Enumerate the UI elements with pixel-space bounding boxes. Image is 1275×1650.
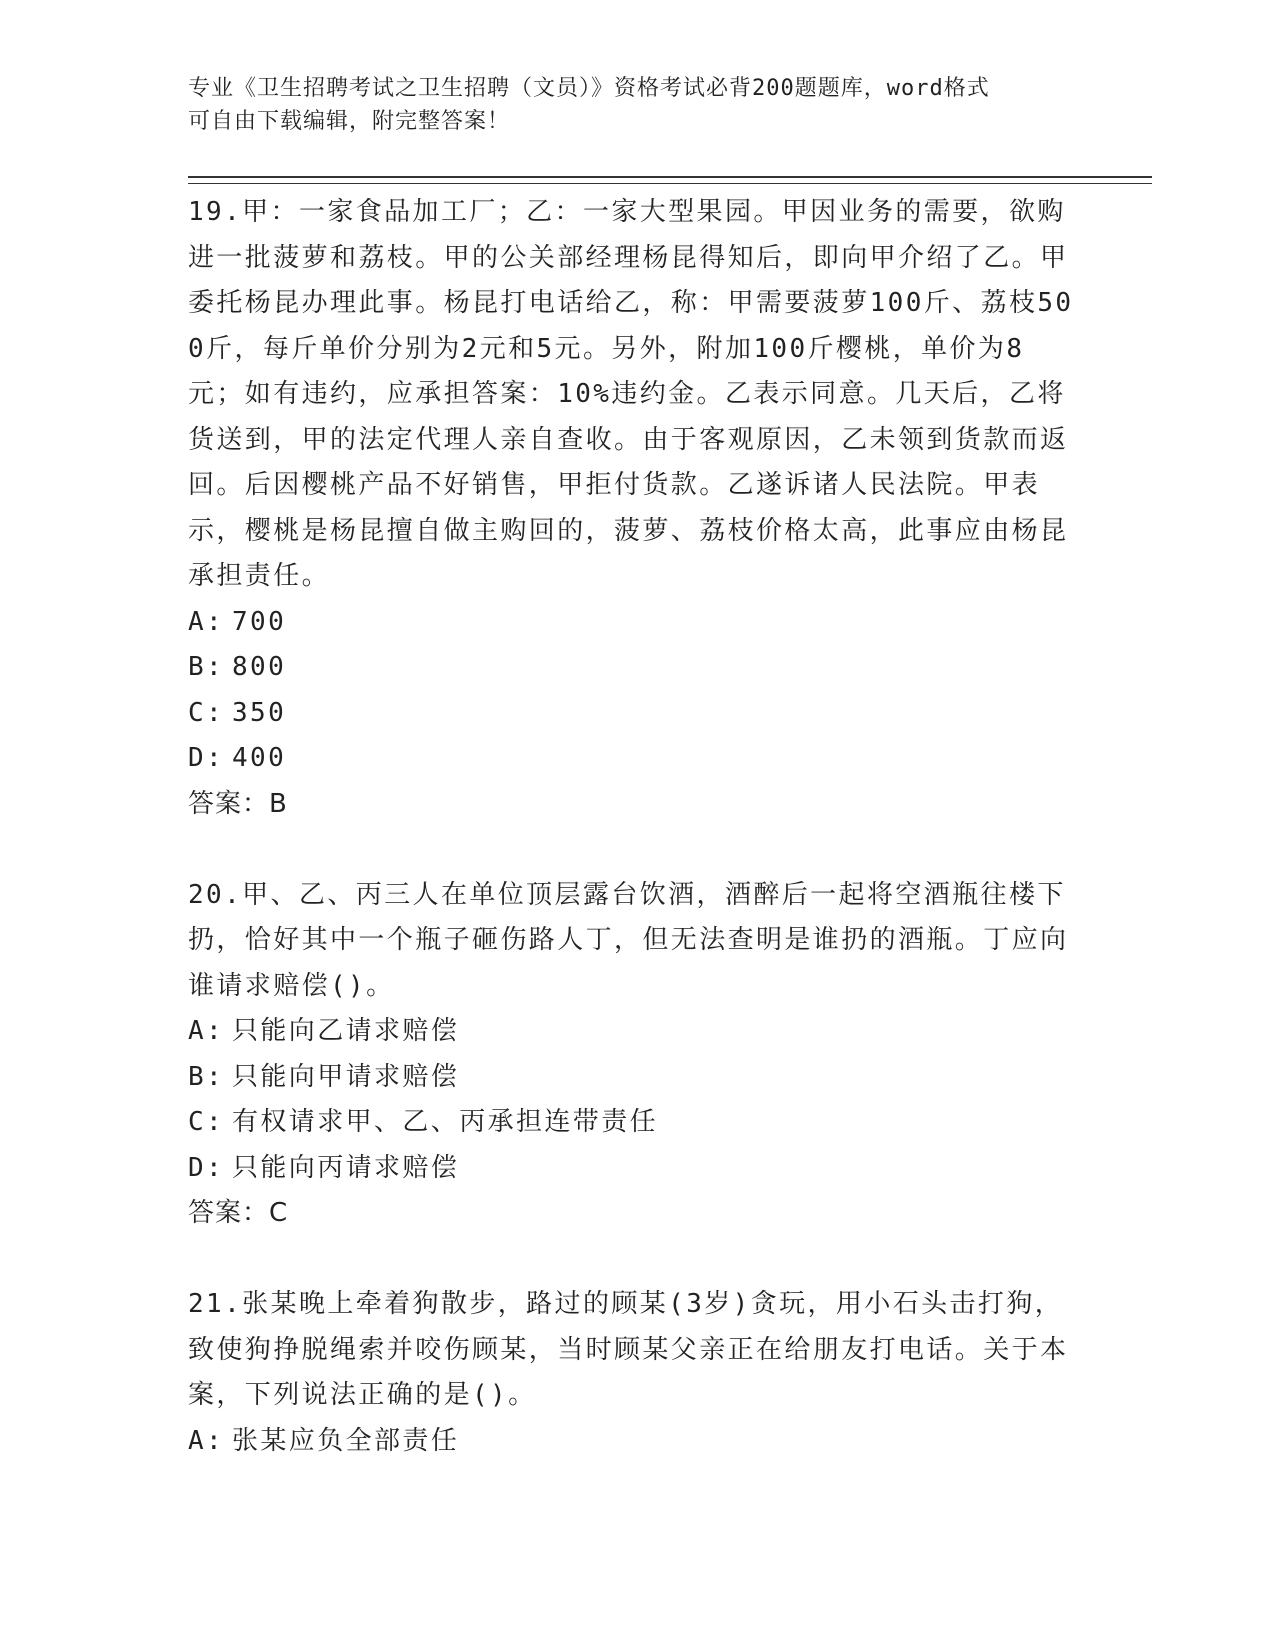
option-c: [188, 1100, 1078, 1146]
header-title-line-2: 可自由下载编辑，附完整答案！: [188, 109, 511, 134]
document-header: [188, 72, 1068, 138]
option-label: B:: [188, 652, 225, 682]
option-label: A:: [188, 606, 225, 637]
option-d: [188, 1146, 1078, 1192]
option-c: [188, 691, 1078, 737]
question-spacer: [188, 1237, 1078, 1283]
question-19: [188, 190, 1078, 827]
option-a: [188, 1419, 1078, 1465]
answer: 答案：B: [188, 788, 288, 819]
option-text: 800: [232, 652, 287, 682]
option-label: D:: [188, 743, 225, 773]
option-b: [188, 645, 1078, 691]
option-text: 只能向甲请求赔偿: [232, 1061, 460, 1092]
question-21: [188, 1282, 1078, 1464]
answer: 答案：C: [188, 1198, 289, 1228]
option-text: 有权请求甲、乙、丙承担连带责任: [232, 1107, 659, 1137]
header-rule-thin: [188, 183, 1152, 184]
option-text: 只能向乙请求赔偿: [232, 1016, 460, 1046]
question-text: 20.甲、乙、丙三人在单位顶层露台饮酒，酒醉后一起将空酒瓶往楼下扔，恰好其中一个瓶子砸伤路人丁，但无法查明是谁扔的酒瓶。丁应向谁请求赔偿()。: [188, 879, 1069, 1001]
option-a: [188, 1009, 1078, 1055]
option-label: A:: [188, 1016, 225, 1046]
option-label: C:: [188, 697, 225, 728]
option-text: 张某应负全部责任: [232, 1425, 460, 1456]
option-text: 只能向丙请求赔偿: [232, 1152, 460, 1183]
option-label: B:: [188, 1061, 225, 1092]
option-a: [188, 600, 1078, 646]
option-label: A:: [188, 1425, 225, 1456]
option-text: 700: [232, 606, 287, 637]
header-title-line-1: 专业《卫生招聘考试之卫生招聘（文员）》资格考试必背200题题库，word格式: [188, 76, 990, 101]
question-text: 21.张某晚上牵着狗散步，路过的顾某(3岁)贪玩，用小石头击打狗，致使狗挣脱绳索并咬伤顾某，当时顾某父亲正在给朋友打电话。关于本案，下列说法正确的是()。: [188, 1289, 1069, 1410]
question-spacer: [188, 827, 1078, 873]
header-rule-thick: [188, 176, 1152, 178]
option-label: D:: [188, 1152, 225, 1183]
question-list: [188, 190, 1078, 1464]
question-20: [188, 873, 1078, 1237]
option-d: [188, 736, 1078, 782]
question-text: 19.甲：一家食品加工厂；乙：一家大型果园。甲因业务的需要，欲购进一批菠萝和荔枝。甲的公关部经理杨昆得知后，即向甲介绍了乙。甲委托杨昆办理此事。杨昆打电话给乙，称：甲需要菠萝100斤、荔枝500斤，每斤单价分别为2元和5元。另外，附加100斤樱桃，单价为8元；如有违约，应承担答案：10%违约金。乙表示同意。几天后，乙将货送到，甲的法定代理人亲自查收。由于客观原因，乙未领到货款而返回。后因樱桃产品不好销售，甲拒付货款。乙遂诉诸人民法院。甲表示，樱桃是杨昆擅自做主购回的，菠萝、荔枝价格太高，此事应由杨昆承担责任。: [188, 197, 1074, 591]
option-text: 350: [232, 697, 287, 728]
option-text: 400: [232, 743, 287, 773]
option-label: C:: [188, 1107, 225, 1137]
option-b: [188, 1055, 1078, 1101]
